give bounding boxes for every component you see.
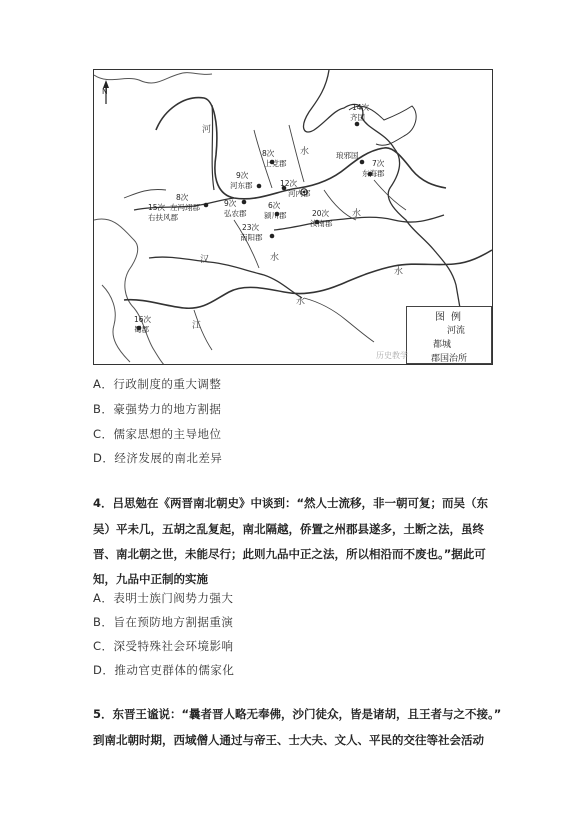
q5-stem-line-2: 到南北朝时期，西域僧人通过与帝王、士大夫、文人、平民的交往等社会活动 (93, 733, 484, 747)
north-label: N (102, 87, 108, 96)
place-shujun-name: 蜀郡 (134, 325, 149, 334)
q4-stem-line-4: 知，九品中正制的实施 (93, 572, 208, 586)
place-shangdang-count: 8次 (262, 149, 275, 158)
river-label-han: 汉 (200, 255, 210, 265)
river-label-shui5: 水 (394, 267, 404, 277)
place-hongnong-count: 9次 (224, 199, 237, 208)
q3-option-b[interactable]: B．豪强势力的地方割据 (93, 402, 222, 416)
place-henei-name: 河内郡 (288, 189, 311, 198)
q5-stem-line-1: 5．东晋王谧说：“曩者晋人略无奉佛，沙门徒众，皆是诸胡，且王者与之不接。” (93, 707, 502, 721)
map-legend (406, 306, 492, 364)
place-hongnong-name: 弘农郡 (224, 209, 247, 218)
place-zuopingyi-count: 8次 (176, 193, 189, 202)
q3-option-d[interactable]: D．经济发展的南北差异 (93, 451, 223, 465)
river-label-shui2: 水 (352, 209, 362, 219)
place-donghai-name: 东海郡 (362, 169, 385, 178)
place-langye-name: 琅邪国 (336, 151, 359, 160)
q4-option-a[interactable]: A．表明士族门阀势力强大 (93, 591, 234, 605)
river-label-shui4: 水 (296, 297, 306, 307)
place-yingchuan-name: 颍川郡 (264, 211, 287, 220)
legend-title: 图例 (435, 312, 467, 323)
q3-option-a[interactable]: A．行政制度的重大调整 (93, 377, 222, 391)
historical-map (93, 69, 493, 365)
q3-option-c[interactable]: C．儒家思想的主导地位 (93, 427, 222, 441)
place-runan-count: 20次 (312, 209, 330, 218)
legend-commandery: 郡国治所 (431, 354, 468, 364)
q4-stem-line-2: 吴）平未几，五胡之乱复起，南北隔越，侨置之州郡县遂多，土断之法，虽终 (93, 522, 484, 536)
map-watermark: 历史教学 (376, 351, 408, 360)
q4-option-b[interactable]: B．旨在预防地方割据重演 (93, 615, 234, 629)
q4-stem-line-3: 晋、南北朝之世，未能尽行；此则九品中正之法，所以相沿而不废也。”据此可 (93, 547, 486, 561)
place-youfufeng-count: 15次 (148, 203, 166, 212)
place-hedong-name: 河东郡 (230, 181, 253, 190)
q4-stem-line-1: 4．吕思勉在《两晋南北朝史》中谈到：“然人士流移，非一朝可复；而吴（东 (93, 496, 489, 510)
place-nanyang-count: 23次 (242, 223, 260, 232)
place-henei-count: 12次 (280, 179, 298, 188)
river-label-he: 河 (202, 125, 212, 135)
q4-option-d[interactable]: D．推动官吏群体的儒家化 (93, 663, 235, 677)
place-donghai-count: 7次 (372, 159, 385, 168)
legend-capital: 都城 (433, 340, 452, 350)
place-qiguo-count: 14次 (352, 103, 370, 112)
place-shangdang-name: 上党郡 (264, 159, 287, 168)
place-hedong-count: 9次 (236, 171, 249, 180)
legend-river: 河流 (447, 326, 466, 336)
place-zuopingyi-name: 左冯翊郡 (170, 203, 200, 212)
place-shujun-count: 16次 (134, 315, 152, 324)
river-label-shui1: 水 (300, 147, 310, 157)
place-yingchuan-count: 6次 (268, 201, 281, 210)
river-label-jiang: 江 (192, 321, 202, 331)
place-qiguo-name: 齐国 (350, 113, 365, 122)
place-runan-name: 汝南郡 (310, 219, 333, 228)
place-nanyang-name: 南阳郡 (240, 233, 263, 242)
place-youfufeng-name: 右扶风郡 (148, 213, 178, 222)
q4-option-c[interactable]: C．深受特殊社会环境影响 (93, 639, 234, 653)
river-label-shui3: 水 (270, 253, 280, 263)
